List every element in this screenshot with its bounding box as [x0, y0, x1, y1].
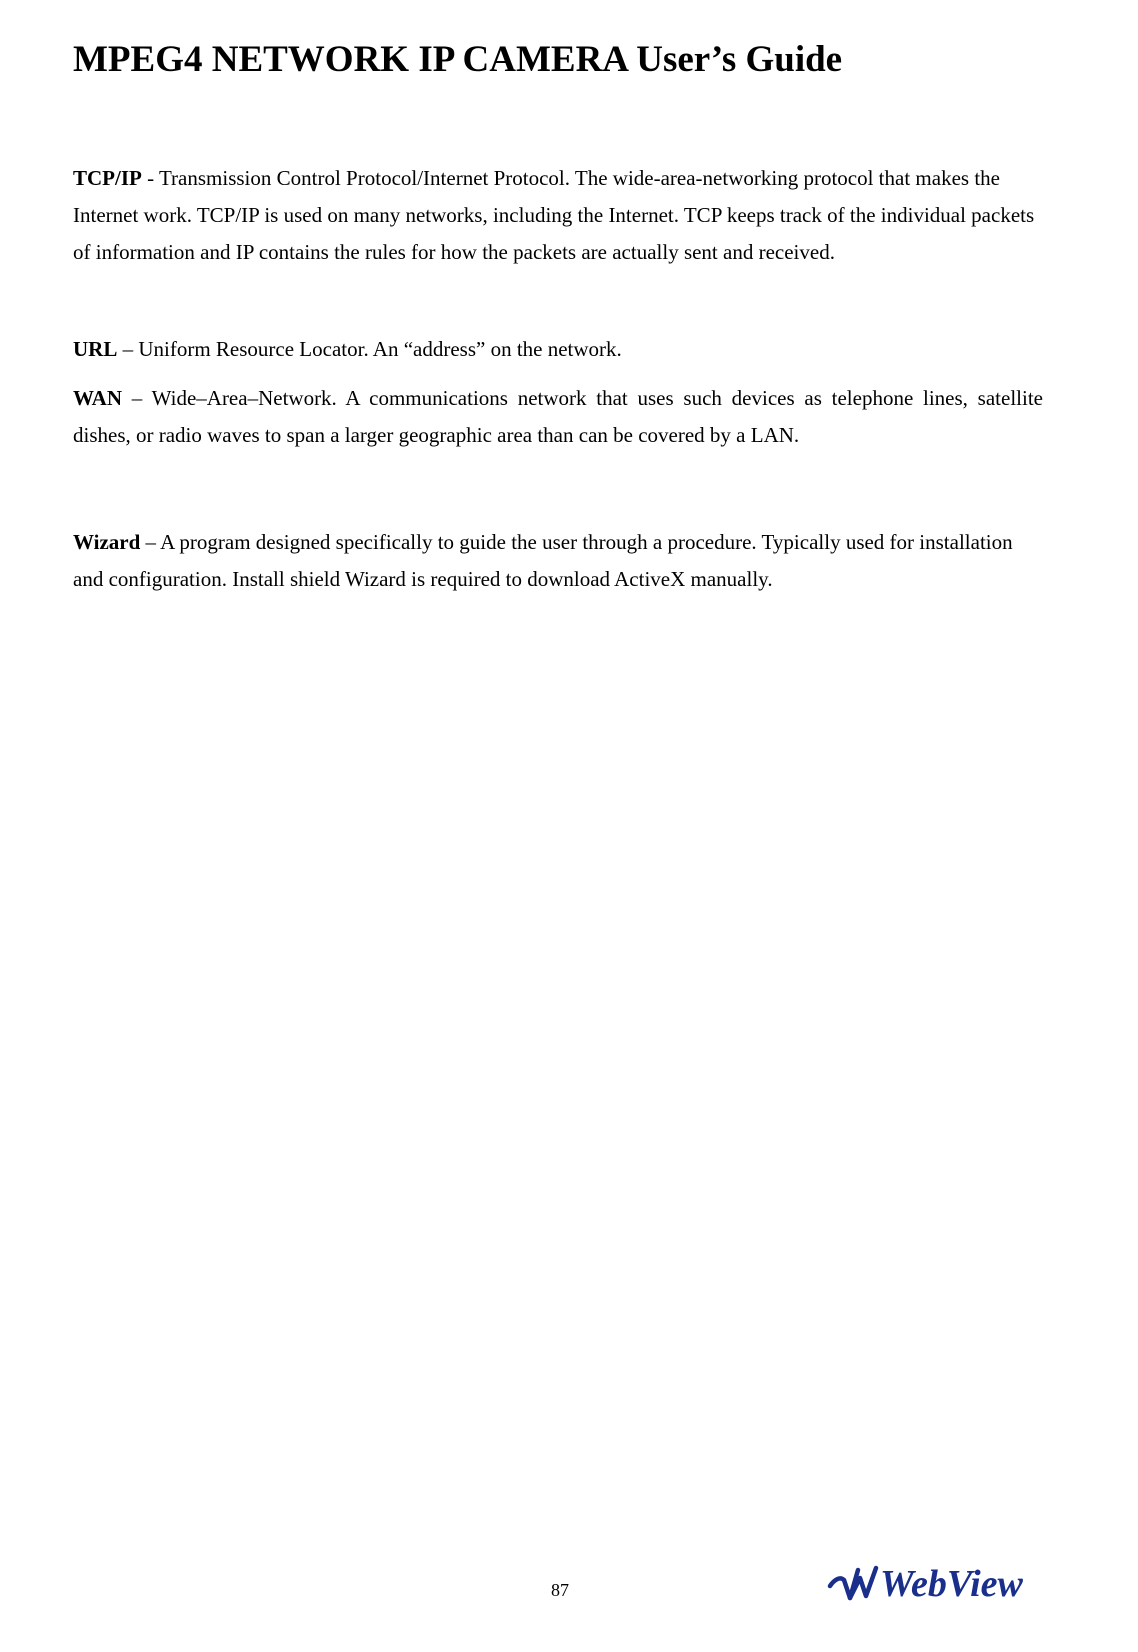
- glossary-definition: Wide–Area–Network. A communications network that uses such devices as telephone lines, satellite dishes, or radio waves to span a larger geographic area than can be covered by a LAN.: [73, 386, 1043, 447]
- glossary-entry-wizard: [73, 524, 1043, 598]
- glossary-definition: A program designed specifically to guide the user through a procedure. Typically used for installation and configuration. Install shield Wizard is required to download ActiveX manually.: [73, 530, 1013, 591]
- wave-mark-icon: [830, 1568, 876, 1598]
- glossary-entry-url: [73, 331, 1043, 368]
- term-separator: –: [117, 337, 139, 361]
- glossary-term: Wizard: [73, 530, 141, 554]
- glossary-term: TCP/IP: [73, 166, 142, 190]
- webview-logo: [826, 1556, 1046, 1606]
- term-separator: -: [141, 166, 159, 190]
- logo-wordmark: WebView: [880, 1563, 1023, 1605]
- glossary-definition: Uniform Resource Locator. An “address” on the network.: [138, 337, 622, 361]
- glossary-definition: Transmission Control Protocol/Internet Protocol. The wide-area-networking protocol that makes the Internet work. TCP/IP is used on many networks, including the Internet. TCP keeps track of the individual packets of information and IP contains the rules for how the packets are actually sent and received.: [73, 166, 1035, 264]
- glossary-entry-tcpip: [73, 160, 1043, 271]
- glossary-term: URL: [73, 337, 118, 361]
- page-number: 87: [551, 1580, 569, 1600]
- term-separator: –: [122, 386, 152, 410]
- page-title: MPEG4 NETWORK IP CAMERA User’s Guide: [73, 39, 843, 80]
- glossary-term: WAN: [73, 386, 123, 410]
- term-separator: –: [140, 530, 161, 554]
- glossary-entry-wan: [73, 380, 1043, 454]
